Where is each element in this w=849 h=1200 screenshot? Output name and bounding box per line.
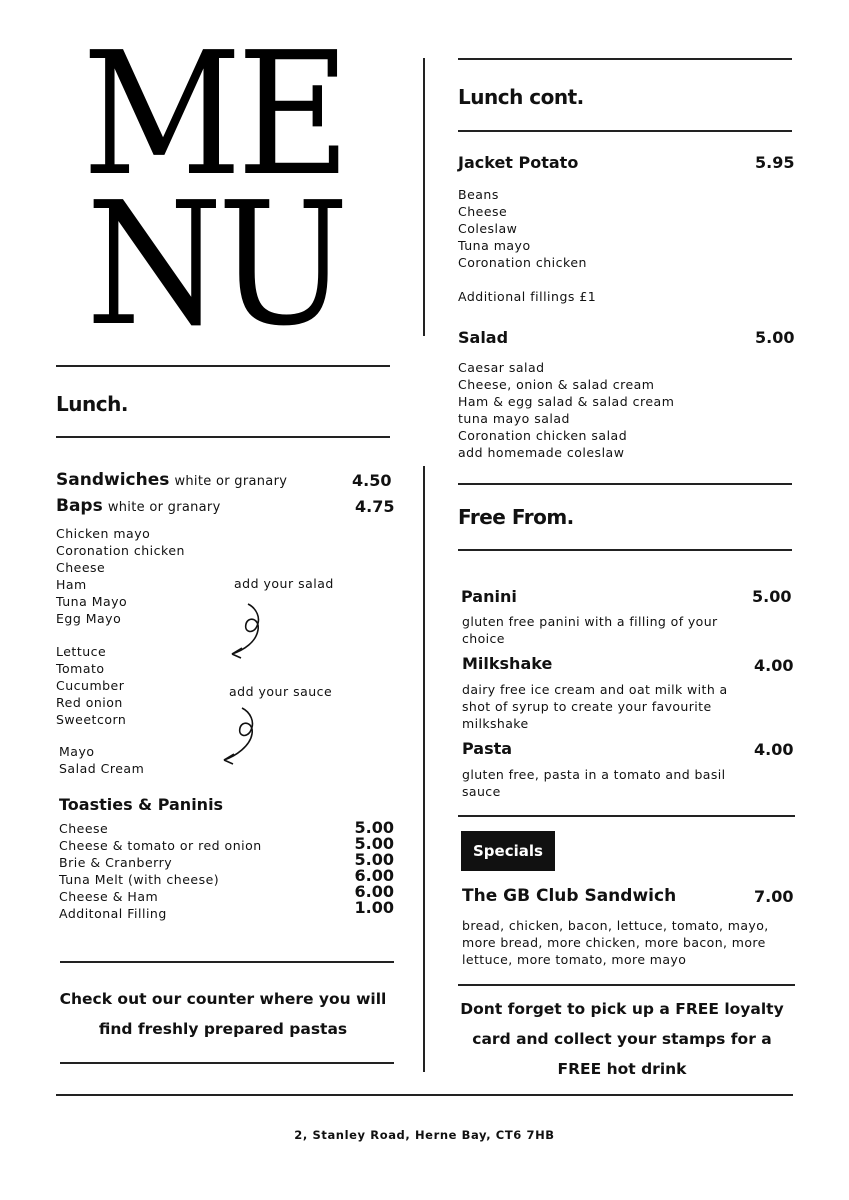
desc-line: lettuce, more tomato, more mayo: [462, 952, 687, 967]
vertical-divider-top: [423, 58, 425, 336]
desc-line: more bread, more chicken, more bacon, more: [462, 935, 766, 950]
divider: [458, 130, 792, 132]
desc-line: milkshake: [462, 716, 529, 731]
loyalty-note-line: Dont forget to pick up a FREE loyalty: [460, 1000, 784, 1018]
desc-line: choice: [462, 631, 505, 646]
price: 6.00: [354, 866, 394, 885]
free-from-heading: Free From.: [458, 505, 574, 529]
list-item: Coleslaw: [458, 221, 518, 236]
list-item: Cucumber: [56, 678, 125, 693]
jacket-potato-label: Jacket Potato: [458, 153, 579, 172]
divider: [56, 365, 390, 367]
divider: [458, 815, 795, 817]
panini-label: Panini: [461, 587, 517, 606]
salad-price: 5.00: [755, 328, 795, 347]
list-item: Cheese: [59, 821, 109, 836]
list-item: Tomato: [56, 661, 105, 676]
panini-price: 5.00: [752, 587, 792, 606]
divider: [60, 961, 394, 963]
list-item: Sweetcorn: [56, 712, 127, 727]
loyalty-note-line: FREE hot drink: [557, 1060, 687, 1078]
list-item: Salad Cream: [59, 761, 145, 776]
loyalty-note-line: card and collect your stamps for a: [472, 1030, 772, 1048]
lunch-cont-heading: Lunch cont.: [458, 85, 584, 109]
desc-line: sauce: [462, 784, 501, 799]
desc-line: shot of syrup to create your favourite: [462, 699, 712, 714]
club-sandwich-price: 7.00: [754, 887, 794, 906]
additional-fillings-note: Additional fillings £1: [458, 289, 597, 304]
menu-title-line2: NU: [86, 166, 344, 364]
list-item: Cheese, onion & salad cream: [458, 377, 655, 392]
club-sandwich-label: The GB Club Sandwich: [462, 886, 677, 906]
salads-list: [56, 643, 126, 728]
list-item: Ham: [56, 577, 87, 592]
list-item: Cheese: [56, 560, 106, 575]
salad-label: Salad: [458, 328, 509, 347]
price: 1.00: [354, 898, 394, 917]
desc-line: gluten free panini with a filling of your: [462, 614, 718, 629]
divider: [56, 436, 390, 438]
toasties-heading: Toasties & Paninis: [59, 795, 224, 814]
milkshake-price: 4.00: [754, 656, 794, 675]
pasta-label: Pasta: [462, 739, 513, 758]
list-item: Lettuce: [56, 644, 107, 659]
vertical-divider-bottom: [423, 466, 425, 1072]
list-item: Tuna Mayo: [56, 594, 128, 609]
list-item: Cheese & tomato or red onion: [59, 838, 262, 853]
list-item: Chicken mayo: [56, 526, 151, 541]
list-item: Additonal Filling: [59, 906, 167, 921]
pasta-desc: [462, 766, 726, 800]
price: 5.00: [354, 850, 394, 869]
footer-divider: [56, 1094, 793, 1096]
menu-title-line1: ME: [82, 16, 346, 214]
list-item: tuna mayo salad: [458, 411, 570, 426]
curly-arrow-icon: [216, 704, 266, 766]
baps-row: [56, 496, 221, 516]
specials-tag: Specials: [461, 831, 555, 871]
loyalty-note: [452, 994, 792, 1084]
divider: [458, 58, 792, 60]
sandwiches-price: 4.50: [352, 471, 392, 490]
list-item: Tuna Melt (with cheese): [59, 872, 220, 887]
club-sandwich-desc: [462, 917, 769, 968]
sandwiches-sub: white or granary: [174, 474, 288, 489]
list-item: Red onion: [56, 695, 123, 710]
sandwiches-label: Sandwiches: [56, 470, 170, 490]
jacket-fillings-list: [458, 186, 587, 271]
divider: [458, 984, 795, 986]
list-item: Egg Mayo: [56, 611, 122, 626]
curly-arrow-icon: [226, 600, 276, 662]
baps-label: Baps: [56, 496, 103, 516]
price: 6.00: [354, 882, 394, 901]
fillings-list: [56, 525, 185, 627]
sandwiches-row: [56, 470, 287, 490]
footer-address: 2, Stanley Road, Herne Bay, CT6 7HB: [294, 1128, 555, 1142]
list-item: Cheese: [458, 204, 508, 219]
salad-note: add your salad: [234, 576, 334, 591]
list-item: Ham & egg salad & salad cream: [458, 394, 675, 409]
toasties-list: [59, 820, 262, 922]
toasties-prices: [340, 820, 394, 916]
jacket-potato-price: 5.95: [755, 153, 795, 172]
milkshake-desc: [462, 681, 728, 732]
counter-note: [56, 984, 390, 1044]
price: 5.00: [354, 818, 394, 837]
desc-line: bread, chicken, bacon, lettuce, tomato, mayo,: [462, 918, 769, 933]
list-item: add homemade coleslaw: [458, 445, 625, 460]
baps-price: 4.75: [355, 497, 395, 516]
list-item: Coronation chicken salad: [458, 428, 628, 443]
list-item: Cheese & Ham: [59, 889, 159, 904]
baps-sub: white or granary: [107, 500, 221, 515]
desc-line: dairy free ice cream and oat milk with a: [462, 682, 728, 697]
panini-desc: [462, 613, 718, 647]
milkshake-label: Milkshake: [462, 654, 553, 673]
counter-note-line: find freshly prepared pastas: [98, 1020, 348, 1038]
divider: [60, 1062, 394, 1064]
sauce-note: add your sauce: [229, 684, 333, 699]
divider: [458, 549, 792, 551]
list-item: Caesar salad: [458, 360, 545, 375]
list-item: Mayo: [59, 744, 95, 759]
desc-line: gluten free, pasta in a tomato and basil: [462, 767, 726, 782]
list-item: Coronation chicken: [458, 255, 587, 270]
sauces-list: [59, 743, 144, 777]
pasta-price: 4.00: [754, 740, 794, 759]
salad-options-list: [458, 359, 674, 461]
price: 5.00: [354, 834, 394, 853]
list-item: Brie & Cranberry: [59, 855, 173, 870]
list-item: Beans: [458, 187, 499, 202]
list-item: Tuna mayo: [458, 238, 531, 253]
list-item: Coronation chicken: [56, 543, 185, 558]
lunch-heading: Lunch.: [56, 392, 128, 416]
divider: [458, 483, 792, 485]
counter-note-line: Check out our counter where you will: [59, 990, 387, 1008]
